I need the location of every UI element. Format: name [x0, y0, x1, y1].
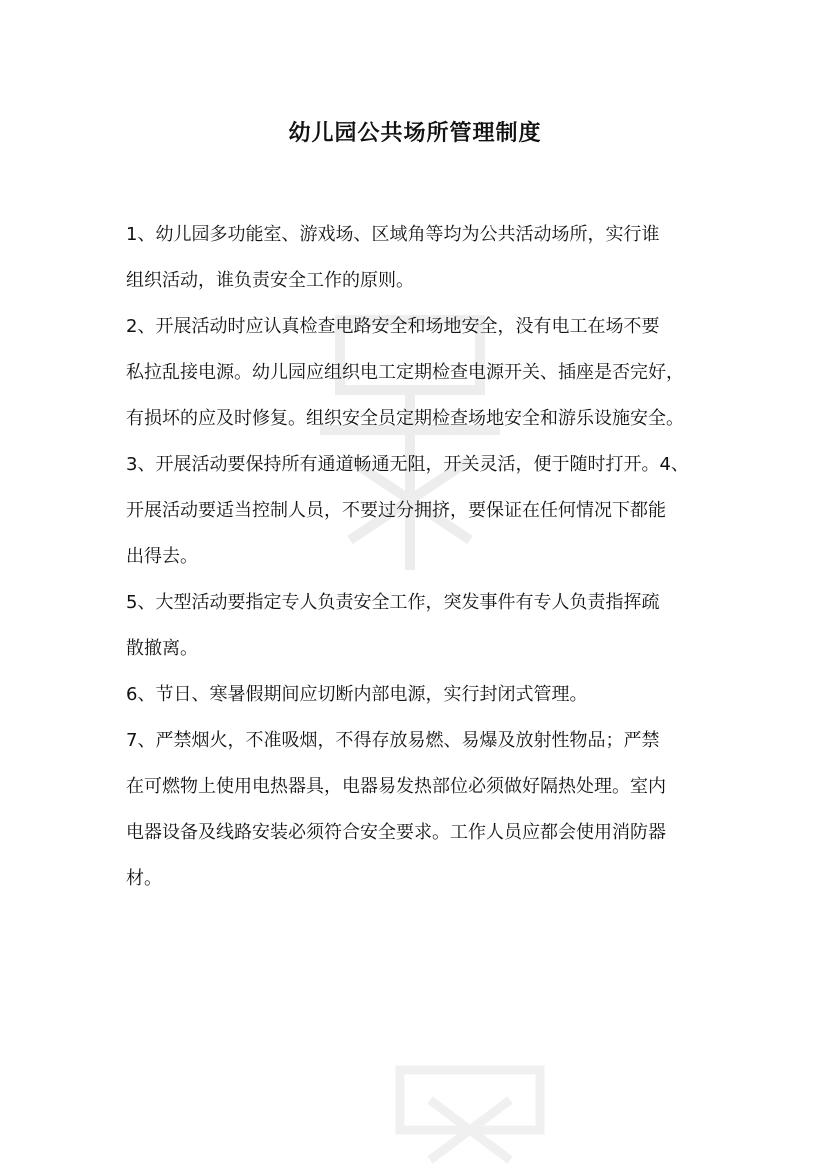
text-line: 出得去。	[126, 546, 198, 567]
text-line: 私拉乱接电源。幼儿园应组织电工定期检查电源开关、插座是否完好，	[126, 362, 684, 383]
text-line: 有损坏的应及时修复。组织安全员定期检查场地安全和游乐设施安全。	[126, 408, 684, 429]
text-line: 5、大型活动要指定专人负责安全工作，突发事件有专人负责指挥疏	[126, 592, 660, 613]
document-body	[126, 212, 726, 902]
watermark-logo-bottom	[370, 1040, 570, 1174]
text-line: 6、节日、寒暑假期间应切断内部电源，实行封闭式管理。	[126, 684, 588, 705]
text-line: 电器设备及线路安装必须符合安全要求。工作人员应都会使用消防器	[126, 822, 666, 843]
text-line: 组织活动，谁负责安全工作的原则。	[126, 270, 414, 291]
text-line: 材。	[126, 868, 162, 889]
text-line: 在可燃物上使用电热器具，电器易发热部位必须做好隔热处理。室内	[126, 776, 666, 797]
text-line: 3、开展活动要保持所有通道畅通无阻，开关灵活，便于随时打开。4、	[126, 454, 689, 475]
text-line: 开展活动要适当控制人员，不要过分拥挤，要保证在任何情况下都能	[126, 500, 666, 521]
text-line: 1、幼儿园多功能室、游戏场、区域角等均为公共活动场所，实行谁	[126, 224, 660, 245]
text-line: 2、开展活动时应认真检查电路安全和场地安全，没有电工在场不要	[126, 316, 660, 337]
text-line: 7、严禁烟火，不准吸烟，不得存放易燃、易爆及放射性物品；严禁	[126, 730, 660, 751]
text-line: 散撤离。	[126, 638, 198, 659]
document-title: 幼儿园公共场所管理制度	[288, 121, 542, 146]
